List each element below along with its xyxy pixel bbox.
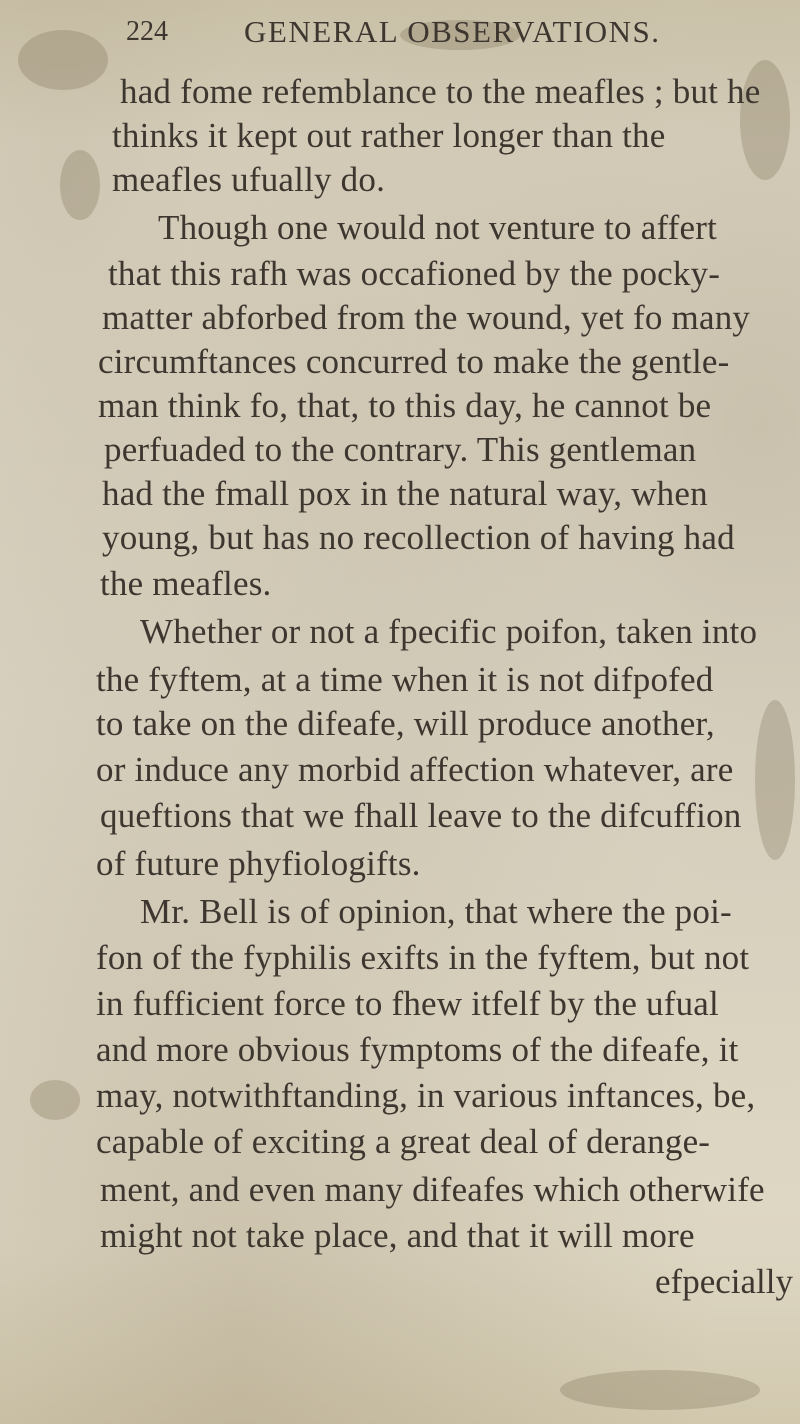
text-line: young, but has no recollection of having had [102, 518, 735, 557]
text-line: circumftances concurred to make the gentle- [98, 342, 730, 381]
text-line: matter abforbed from the wound, yet fo many [102, 298, 751, 337]
text-line: capable of exciting a great deal of derange- [96, 1122, 711, 1161]
text-line: that this rafh was occafioned by the pocky- [108, 254, 721, 293]
text-line: may, notwithftanding, in various inftances, be, [96, 1076, 756, 1115]
text-line: had fome refemblance to the meafles ; but he [120, 72, 761, 111]
text-line: and more obvious fymptoms of the difeafe, it [96, 1030, 739, 1069]
text-line: might not take place, and that it will more [100, 1216, 695, 1255]
text-line: Though one would not venture to affert [158, 208, 718, 247]
text-line: or induce any morbid affection whatever, are [96, 750, 734, 789]
running-head: GENERAL OBSERVATIONS. [244, 14, 661, 49]
text-line: queftions that we fhall leave to the difcuffion [100, 796, 742, 835]
text-line: thinks it kept out rather longer than the [112, 116, 666, 155]
text-line: man think fo, that, to this day, he cannot be [98, 386, 712, 425]
text-line: the fyftem, at a time when it is not difpofed [96, 660, 714, 699]
text-line: in fufficient force to fhew itfelf by the ufual [96, 984, 719, 1023]
foxing-stain [560, 1370, 760, 1410]
page-header [0, 8, 800, 58]
text-line: the meafles. [100, 564, 272, 603]
text-line: had the fmall pox in the natural way, when [102, 474, 708, 513]
text-line: ment, and even many difeafes which otherwife [100, 1170, 765, 1209]
text-line: meafles ufually do. [112, 160, 386, 199]
text-line: Mr. Bell is of opinion, that where the poi- [140, 892, 732, 931]
text-line: to take on the difeafe, will produce another, [96, 704, 715, 743]
text-line: perfuaded to the contrary. This gentleman [104, 430, 697, 469]
catchword: efpecially [655, 1262, 793, 1301]
text-line: fon of the fyphilis exifts in the fyftem, but not [96, 938, 750, 977]
page-number: 224 [126, 16, 168, 47]
text-line: Whether or not a fpecific poifon, taken into [140, 612, 758, 651]
text-line: of future phyfiologifts. [96, 844, 421, 883]
